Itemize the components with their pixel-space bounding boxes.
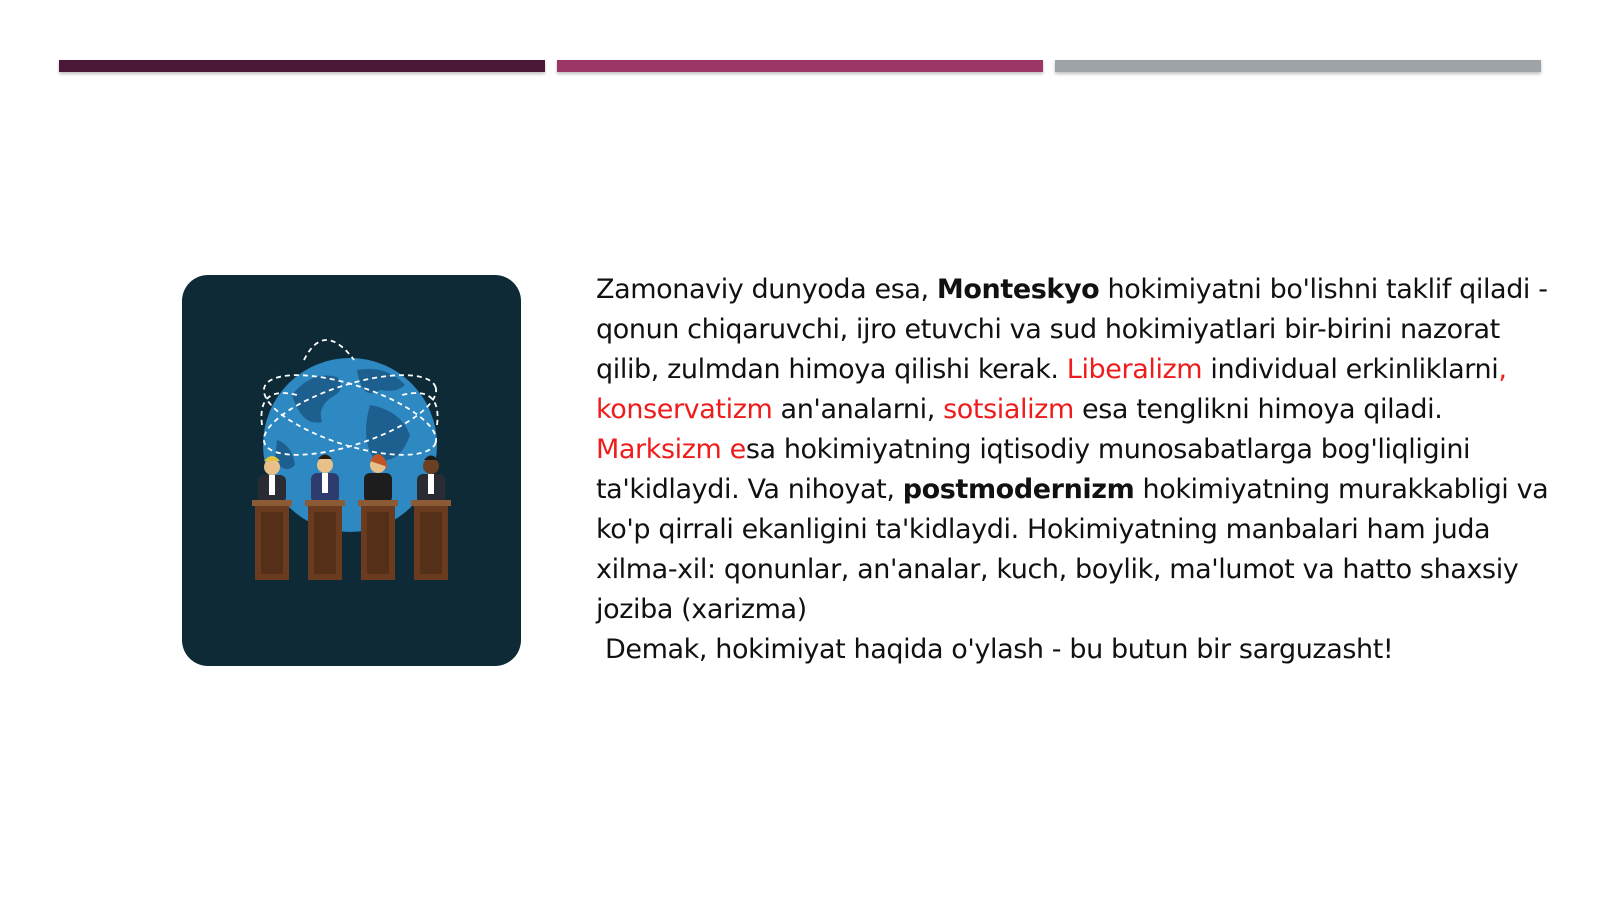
top-accent-bar-3 (1055, 60, 1541, 72)
text-run: Zamonaviy dunyoda esa, (596, 274, 937, 305)
term-postmodernizm: postmodernizm (902, 474, 1135, 505)
term-liberalizm: Liberalizm (1066, 354, 1203, 385)
text-run: hokimiyatning murakkabligi va ko'p qirrali ekanligini ta'kidlaydi. Hokimiyatning manbalari ham juda xilma-xil: qonunlar, an'analar, kuch, boylik, ma'lumot va hatto shaxsiy joziba (xarizma) (596, 474, 1549, 625)
top-accent-bar-2 (557, 60, 1043, 72)
globe-speakers-illustration (182, 275, 521, 666)
text-run: an'analarni, (772, 394, 944, 425)
text-run: esa tenglikni himoya qiladi. (1073, 394, 1443, 425)
text-run: hokimiyatni bo'lishni taklif qiladi - qonun chiqaruvchi, ijro etuvchi va sud hokimiyatlari bir-birini nazorat qilib, zulmdan himoya qilishi kerak. (596, 274, 1548, 385)
term-marksizm: Marksizm e (596, 434, 746, 465)
term-sotsializm: sotsializm (943, 394, 1074, 425)
body-paragraph (596, 270, 1556, 630)
term-monteskyo: Monteskyo (936, 274, 1100, 305)
term-konservatizm: , konservatizm (596, 354, 1507, 425)
text-run: individual erkinliklarni (1202, 354, 1499, 385)
slide-body-text (596, 270, 1556, 670)
closing-line: Demak, hokimiyat haqida o'ylash - bu butun bir sarguzasht! (605, 634, 1394, 665)
top-accent-bar-1 (59, 60, 545, 72)
text-run: sa hokimiyatning iqtisodiy munosabatlarga bog'liqligini ta'kidlaydi. Va nihoyat, (596, 434, 1471, 505)
